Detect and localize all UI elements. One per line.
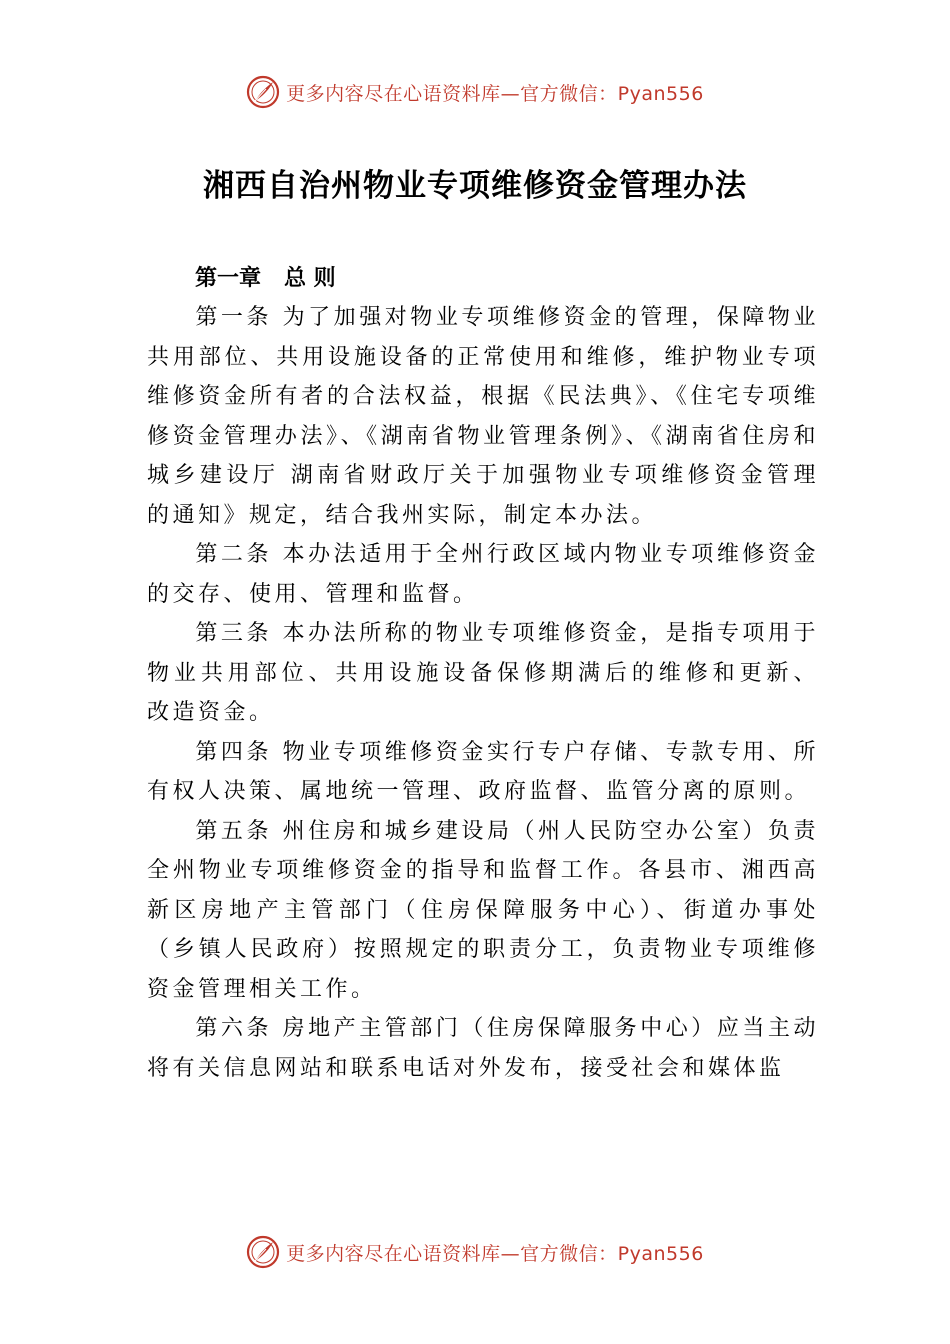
- feather-seal-icon: [246, 1235, 280, 1269]
- article-5: [147, 812, 819, 1010]
- article-text: 房地产主管部门（住房保障服务中心）应当主动将有关信息网站和联系电话对外发布，接受社会和媒体监: [147, 1016, 819, 1081]
- article-3: [147, 614, 819, 733]
- footer-watermark: [0, 1232, 950, 1272]
- article-number: 第三条: [195, 621, 273, 646]
- article-text: 物业专项维修资金实行专户存储、专款专用、所有权人决策、属地统一管理、政府监督、监管分离的原则。: [147, 739, 819, 804]
- article-text: 本办法所称的物业专项维修资金，是指专项用于物业共用部位、共用设施设备保修期满后的维修和更新、 改造资金。: [147, 621, 819, 725]
- header-watermark: [0, 72, 950, 112]
- document-body: [147, 259, 819, 1088]
- article-1: [147, 298, 819, 535]
- article-2: [147, 535, 819, 614]
- article-4: [147, 733, 819, 812]
- article-text: 本办法适用于全州行政区域内物业专项维修资金的交存、使用、管理和监督。: [147, 542, 819, 607]
- article-6: [147, 1009, 819, 1088]
- article-number: 第六条: [195, 1016, 273, 1041]
- chapter-heading: 第一章 总 则: [195, 266, 336, 291]
- watermark-text: 更多内容尽在心语资料库—官方微信：Pyan556: [286, 82, 704, 105]
- article-text: 为了加强对物业专项维修资金的管理，保障物业共用部位、共用设施设备的正常使用和维修，维护物业专项维修资金所有者的合法权益，根据《民法典》、《住宅专项维修资金管理办法》、《湖南省物业管理条例》、《湖南省住房和城乡建设厅 湖南省财政厅关于加强物业专项维修资金管理的通知》规定，结合我州实际，制定本办法。: [147, 305, 819, 528]
- article-number: 第二条: [195, 542, 273, 567]
- watermark-text: 更多内容尽在心语资料库—官方微信：Pyan556: [286, 1242, 704, 1265]
- feather-seal-icon: [246, 75, 280, 109]
- document-title: 湘西自治州物业专项维修资金管理办法: [203, 168, 747, 204]
- article-number: 第四条: [195, 739, 273, 765]
- article-number: 第五条: [195, 818, 273, 844]
- article-text: 州住房和城乡建设局（州人民防空办公室）负责全州物业专项维修资金的指导和监督工作。各县市、湘西高新区房地产主管部门（住房保障服务中心）、街道办事处（乡镇人民政府）按照规定的职责分工，负责物业专项维修资金管理相关工作。: [147, 818, 819, 1002]
- article-number: 第一条: [195, 305, 273, 330]
